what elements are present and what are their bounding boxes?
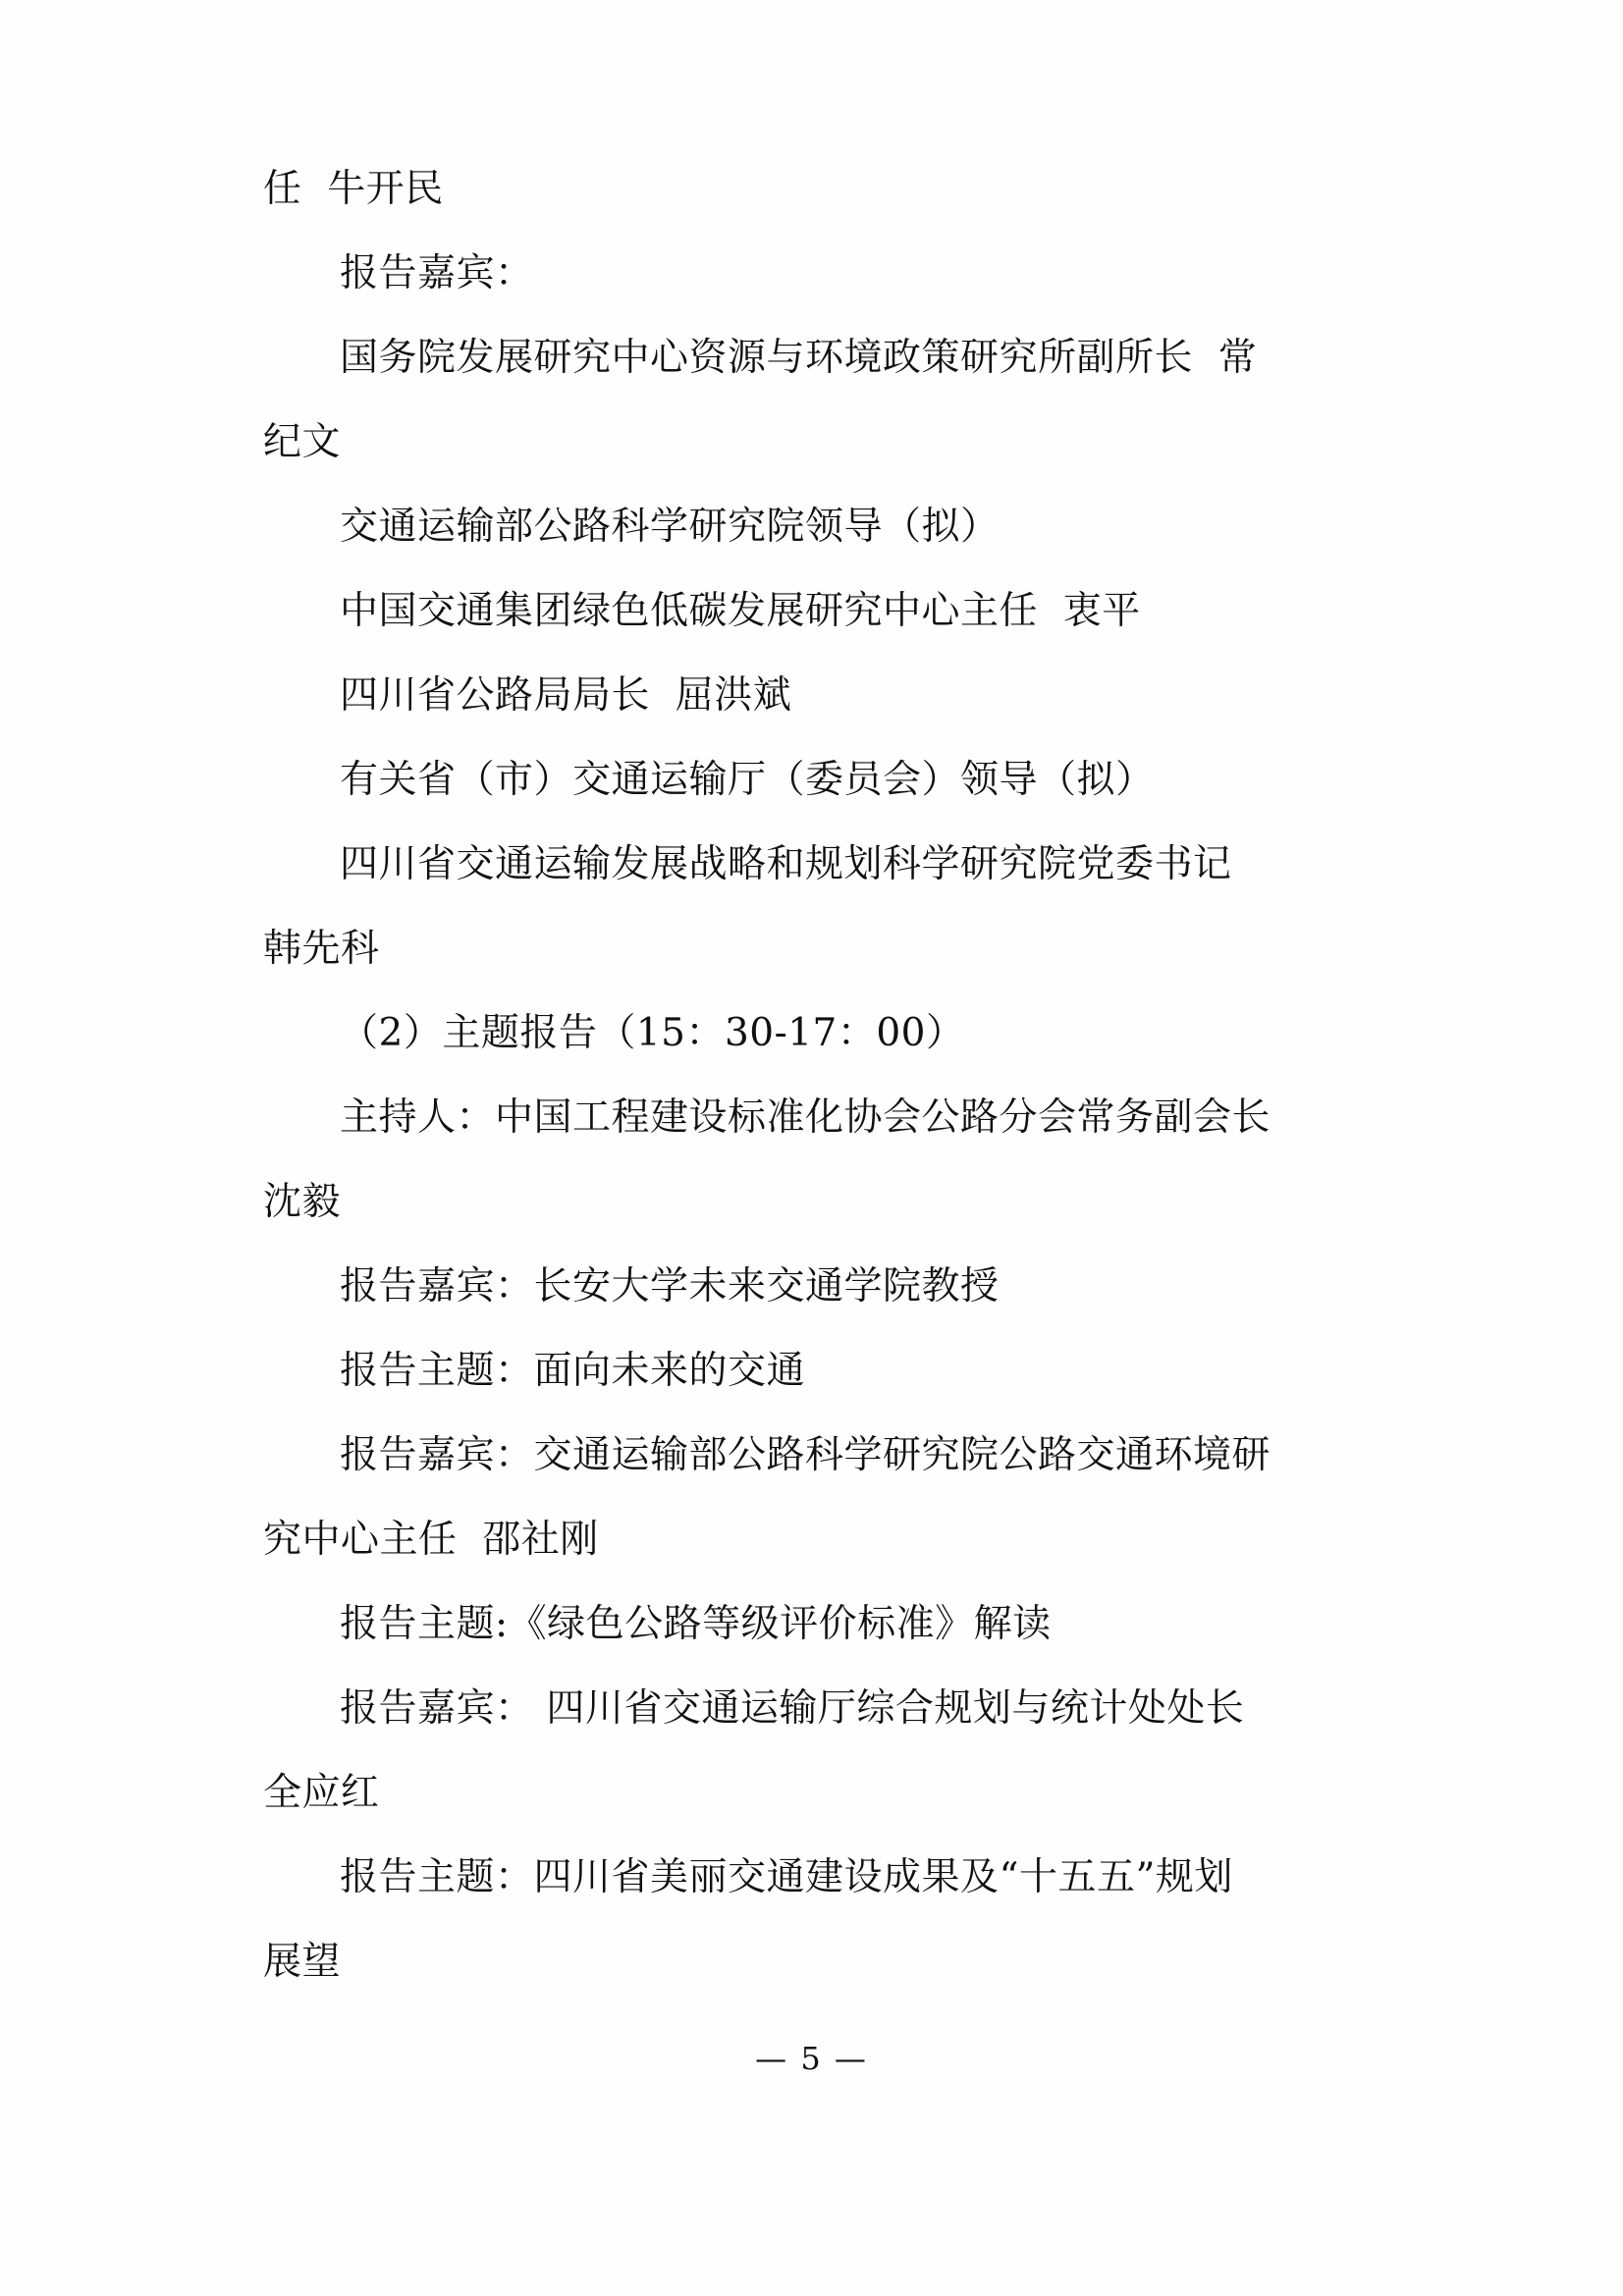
document-line: 报告嘉宾： 四川省交通运输厅综合规划与统计处处长 (340, 1686, 1245, 1731)
document-body (263, 147, 1361, 2004)
document-line: 全应红 (263, 1771, 380, 1815)
document-line: 报告嘉宾： (340, 251, 534, 295)
document-line: 交通运输部公路科学研究院领导（拟） (340, 505, 1000, 549)
document-line: 沈毅 (263, 1180, 342, 1224)
document-line: 报告主题：面向未来的交通 (340, 1349, 806, 1393)
page-number: — 5 — (755, 2040, 868, 2077)
document-line: 有关省（市）交通运输厅（委员会）领导（拟） (340, 758, 1155, 802)
document-line: 中国交通集团绿色低碳发展研究中心主任 衷平 (340, 589, 1141, 633)
document-line: 四川省公路局局长 屈洪斌 (340, 673, 792, 718)
document-line: 主持人：中国工程建设标准化协会公路分会常务副会长 (340, 1095, 1271, 1140)
document-line: 报告主题:《绿色公路等级评价标准》解读 (340, 1602, 1052, 1646)
document-line: 纪文 (263, 420, 342, 464)
document-line: 究中心主任 邵社刚 (263, 1518, 599, 1562)
document-line: 国务院发展研究中心资源与环境政策研究所副所长 常 (340, 336, 1258, 380)
document-line: 报告嘉宾：长安大学未来交通学院教授 (340, 1264, 1000, 1308)
document-line: 韩先科 (263, 927, 380, 971)
document-line: 展望 (263, 1940, 342, 1984)
document-line: 四川省交通运输发展战略和规划科学研究院党委书记 (340, 842, 1232, 886)
document-line: 报告嘉宾：交通运输部公路科学研究院公路交通环境研 (340, 1433, 1271, 1477)
document-line: （2）主题报告（15：30-17：00） (340, 1011, 965, 1055)
document-line: 报告主题：四川省美丽交通建设成果及“十五五”规划 (340, 1855, 1233, 1899)
document-line: 任 牛开民 (263, 167, 444, 211)
